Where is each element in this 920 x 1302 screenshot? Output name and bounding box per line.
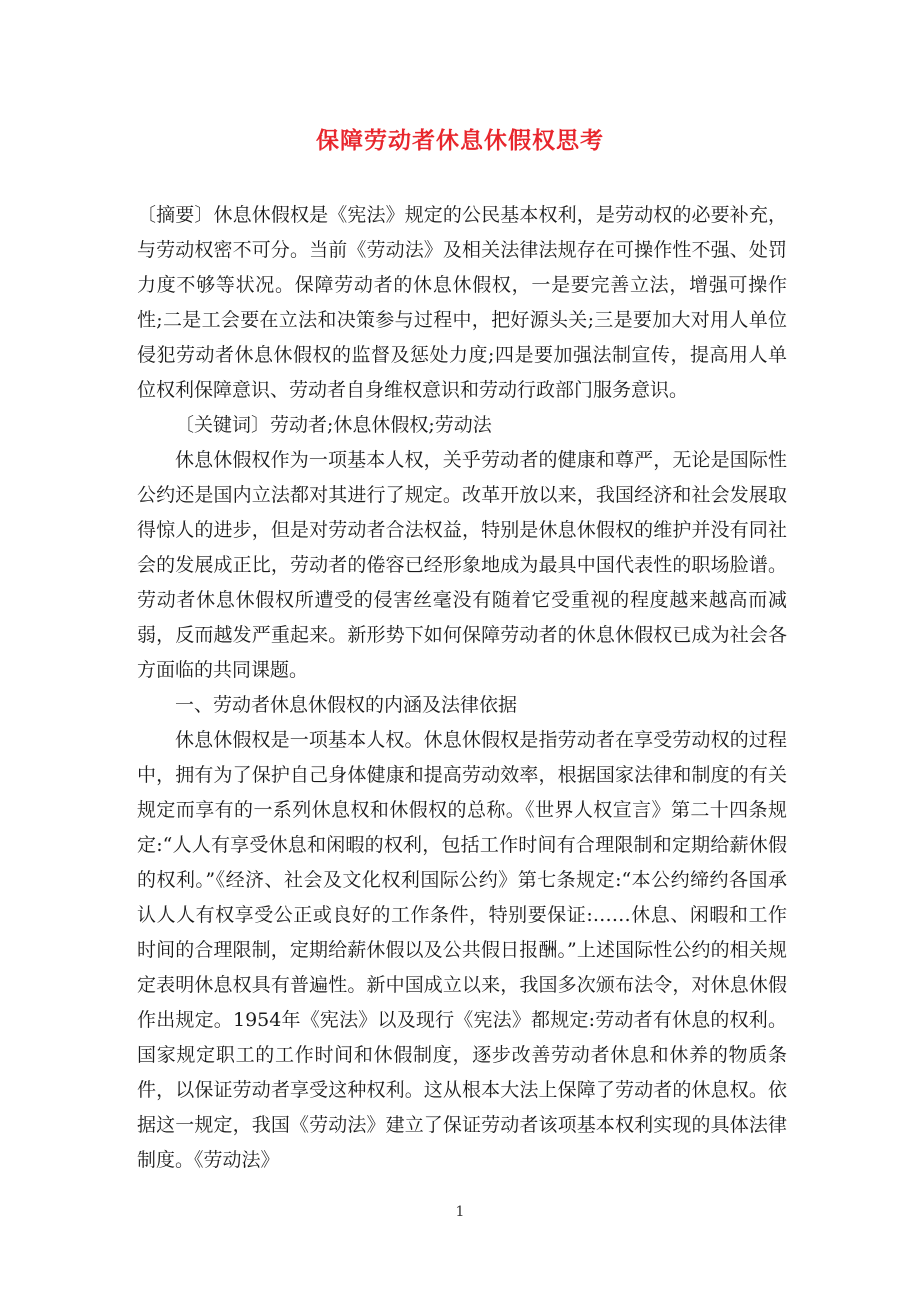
- section-heading: 一、劳动者休息休假权的内涵及法律依据: [175, 694, 518, 716]
- document-title: 保障劳动者休息休假权思考: [316, 128, 604, 154]
- section-paragraph: 休息休假权是一项基本人权。休息休假权是指劳动者在享受劳动权的过程中，拥有为了保护自己身体健康和提高劳动效率，根据国家法律和制度的有关规定而享有的一系列休息权和休假权的总称。《世界人权宣言》第二十四条规定:“人人有享受休息和闲暇的权利，包括工作时间有合理限制和定期给薪休假的权利。”《经济、社会及文化权利国际公约》第七条规定:“本公约缔约各国承认人人有权享受公正或良好的工作条件，特别要保证:……休息、闲暇和工作时间的合理限制，定期给薪休假以及公共假日报酬。”上述国际性公约的相关规定表明休息权具有普遍性。新中国成立以来，我国多次颁布法令，对休息休假作出规定。1954年《宪法》以及现行《宪法》都规定:劳动者有休息的权利。国家规定职工的工作时间和休假制度，逐步改善劳动者休息和休养的物质条件，以保证劳动者享受这种权利。这从根本大法上保障了劳动者的休息权。依据这一规定，我国《劳动法》建立了保证劳动者该项基本权利实现的具体法律制度。《劳动法》: [137, 729, 787, 1171]
- keywords-paragraph: 〔关键词〕劳动者;休息休假权;劳动法: [175, 414, 492, 436]
- page-number: 1: [455, 1204, 465, 1220]
- document-body: [137, 198, 787, 1178]
- abstract-paragraph: 〔摘要〕休息休假权是《宪法》规定的公民基本权利，是劳动权的必要补充，与劳动权密不可分。当前《劳动法》及相关法律法规存在可操作性不强、处罚力度不够等状况。保障劳动者的休息休假权，一是要完善立法，增强可操作性;二是工会要在立法和决策参与过程中，把好源头关;三是要加大对用人单位侵犯劳动者休息休假权的监督及惩处力度;四是要加强法制宣传，提高用人单位权利保障意识、劳动者自身维权意识和劳动行政部门服务意识。: [137, 204, 787, 401]
- intro-paragraph: 休息休假权作为一项基本人权，关乎劳动者的健康和尊严，无论是国际性公约还是国内立法都对其进行了规定。改革开放以来，我国经济和社会发展取得惊人的进步，但是对劳动者合法权益，特别是休息休假权的维护并没有同社会的发展成正比，劳动者的倦容已经形象地成为最具中国代表性的职场脸谱。劳动者休息休假权所遭受的侵害丝毫没有随着它受重视的程度越来越高而减弱，反而越发严重起来。新形势下如何保障劳动者的休息休假权已成为社会各方面临的共同课题。: [137, 449, 787, 681]
